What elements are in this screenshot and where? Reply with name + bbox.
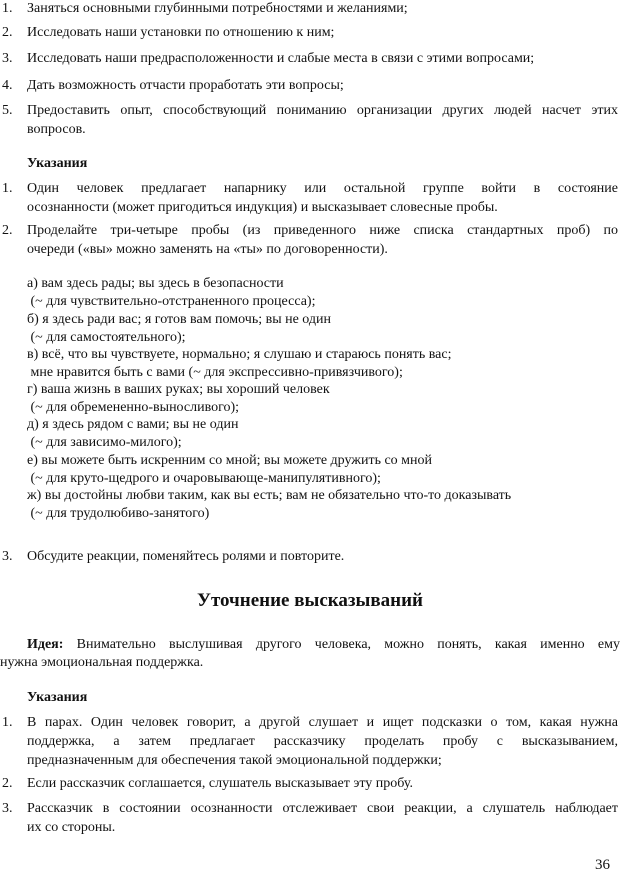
probe-line: мне нравится быть с вами (~ для экспрессивно-привязчивого); <box>27 365 403 380</box>
item-number: 2. <box>2 25 13 40</box>
item-number: 1. <box>2 1 13 16</box>
item-text-line: осознанности (может пригодиться индукция) и высказывает словесные пробы. <box>27 200 498 215</box>
instructions-heading: Указания <box>27 690 88 705</box>
item-text: Исследовать наши предрасположенности и слабые места в связи с этими вопросами; <box>27 51 535 66</box>
probe-line: (~ для трудолюбиво-занятого) <box>27 506 210 521</box>
item-text: Исследовать наши установки по отношению к ним; <box>27 25 335 40</box>
probe-line: в) всё, что вы чувствуете, нормально; я слушаю и стараюсь понять вас; <box>27 347 452 362</box>
idea-paragraph-line: нужна эмоциональная поддержка. <box>0 655 204 670</box>
item-number: 3. <box>2 549 13 564</box>
idea-text: Внимательно выслушивая другого человека, можно понять, какая именно ему <box>63 637 620 652</box>
item-text: Дать возможность отчасти проработать эти вопросы; <box>27 78 344 93</box>
page-number: 36 <box>595 857 610 873</box>
item-text: Обсудите реакции, поменяйтесь ролями и повторите. <box>27 549 345 564</box>
probe-line: (~ для обремененно-выносливого); <box>27 400 240 415</box>
idea-label: Идея: <box>27 637 64 652</box>
item-text: Заняться основными глубинными потребностями и желаниями; <box>27 1 408 16</box>
item-text-line: предназначенным для обеспечения такой эмоциональной поддержки; <box>27 753 442 768</box>
probe-line: д) я здесь рядом с вами; вы не один <box>27 417 239 432</box>
item-text-line: Предоставить опыт, способствующий пониманию организации других людей насчет этих <box>27 103 618 118</box>
probe-line: а) вам здесь рады; вы здесь в безопасности <box>27 276 284 291</box>
instructions-heading: Указания <box>27 156 88 171</box>
item-text-line: их со стороны. <box>27 820 116 835</box>
probe-line: е) вы можете быть искренним со мной; вы можете дружить со мной <box>27 453 433 468</box>
item-number: 2. <box>2 223 13 238</box>
probe-line: (~ для самостоятельного); <box>27 330 186 345</box>
item-text-line: Рассказчик в состоянии осознанности отслеживает свои реакции, а слушатель наблюдает <box>27 801 618 816</box>
idea-paragraph <box>0 636 620 654</box>
item-number: 1. <box>2 715 13 730</box>
probe-line: (~ для круто-щедрого и очаровывающе-манипулятивного); <box>27 471 381 486</box>
item-text: Если рассказчик соглашается, слушатель высказывает эту пробу. <box>27 776 413 791</box>
item-number: 1. <box>2 181 13 196</box>
item-number: 2. <box>2 776 13 791</box>
probe-line: г) ваша жизнь в ваших руках; вы хороший человек <box>27 382 330 397</box>
probe-line: ж) вы достойны любви таким, как вы есть; вам не обязательно что-то доказывать <box>27 488 512 503</box>
item-text-line: вопросов. <box>27 122 86 137</box>
item-text-line: В парах. Один человек говорит, а другой слушает и ищет подсказки о том, какая нужна <box>27 715 618 730</box>
probe-line: (~ для чувствительно-отстраненного процесса); <box>27 294 316 309</box>
item-number: 3. <box>2 51 13 66</box>
probe-line: (~ для зависимо-милого); <box>27 435 182 450</box>
item-text-line: Один человек предлагает напарнику или остальной группе войти в состояние <box>27 181 618 196</box>
item-text-line: очереди («вы» можно заменять на «ты» по договоренности). <box>27 242 388 257</box>
item-number: 5. <box>2 103 13 118</box>
probe-line: б) я здесь ради вас; я готов вам помочь; вы не один <box>27 312 332 327</box>
item-text-line: Проделайте три-четыре пробы (из приведенного ниже списка стандартных проб) по <box>27 223 618 238</box>
item-number: 3. <box>2 801 13 816</box>
item-number: 4. <box>2 78 13 93</box>
item-text-line: поддержка, а затем предлагает рассказчику проделать пробу с высказыванием, <box>27 734 618 749</box>
section-title: Уточнение высказываний <box>197 590 423 611</box>
